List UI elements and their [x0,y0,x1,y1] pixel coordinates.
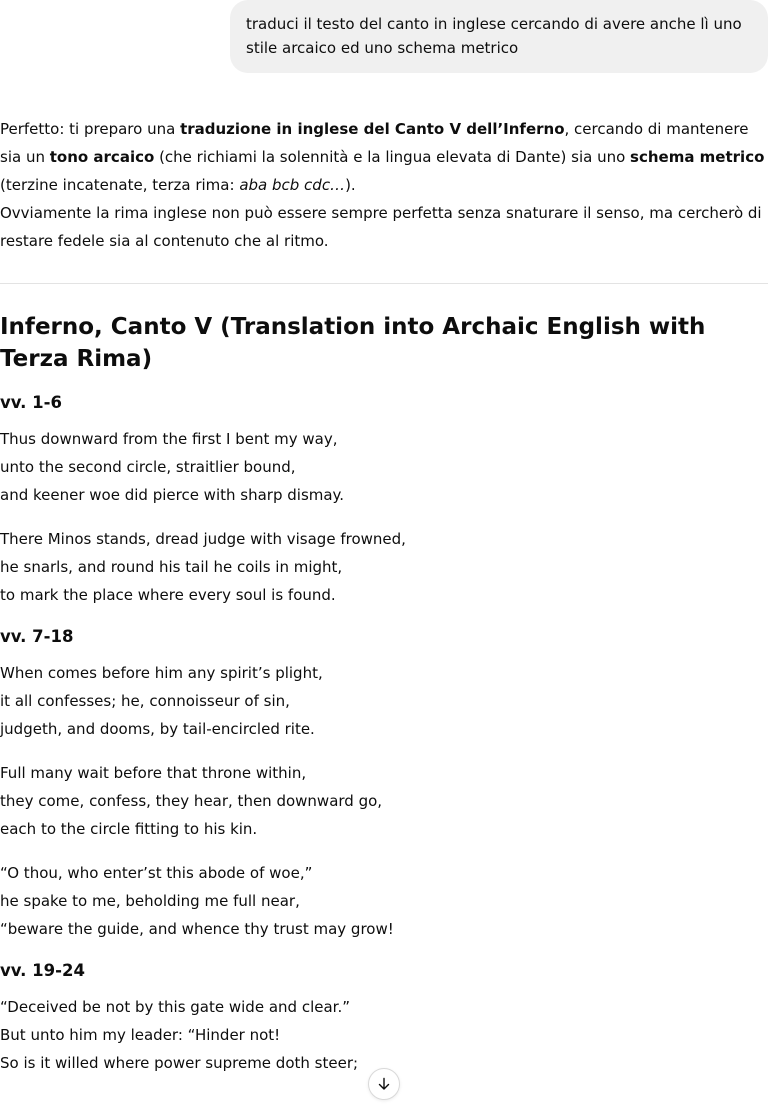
verse-line: Thus downward from the first I bent my way, [0,430,338,448]
verse-line: So is it willed where power supreme doth steer; [0,1054,359,1072]
translation-title: Inferno, Canto V (Translation into Archaic English with Terza Rima) [0,314,706,372]
stanza [0,993,768,1077]
verse-line: “beware the guide, and whence thy trust may grow! [0,920,394,938]
scroll-to-bottom-button[interactable] [368,1068,400,1100]
intro-text: (terzine incatenate, terza rima: [0,176,240,194]
verse-line: and keener woe did pierce with sharp dismay. [0,486,345,504]
verse-line: “Deceived be not by this gate wide and clear.” [0,998,350,1016]
section-heading: vv. 19-24 [0,961,85,980]
intro-bold-meter: schema metrico [630,148,765,166]
verse-line: But unto him my leader: “Hinder not! [0,1026,281,1044]
stanza [0,525,768,609]
divider [0,283,768,284]
verse-line: he snarls, and round his tail he coils in might, [0,558,343,576]
intro-text: ). [345,176,356,194]
verse-line: When comes before him any spirit’s plight, [0,664,323,682]
user-message-text: traduci il testo del canto in inglese cercando di avere anche lì uno stile arcaico ed uno schema metrico [246,15,742,57]
arrow-down-icon [376,1076,392,1092]
stanza [0,425,768,509]
verse-line: they come, confess, they hear, then downward go, [0,792,383,810]
section-heading: vv. 7-18 [0,627,74,646]
verse-sections [0,389,768,1077]
stanza [0,859,768,943]
intro-paragraph [0,115,768,255]
stanza [0,659,768,743]
verse-line: Full many wait before that throne within, [0,764,307,782]
intro-text: (che richiami la solennità e la lingua elevata di Dante) sia uno [154,148,631,166]
verse-line: it all confesses; he, connoisseur of sin, [0,692,290,710]
intro-bold-tone: tono arcaico [49,148,155,166]
intro-note: Ovviamente la rima inglese non può essere sempre perfetta senza snaturare il senso, ma cercherò di restare fedele sia al contenuto che al ritmo. [0,204,762,250]
verse-line: judgeth, and dooms, by tail-encircled rite. [0,720,315,738]
stanza [0,759,768,843]
verse-line: he spake to me, beholding me full near, [0,892,300,910]
user-message-bubble [230,0,768,73]
intro-text: , cercando di mantenere sia un [0,120,749,166]
verse-line: “O thou, who enter’st this abode of woe,” [0,864,313,882]
verse-line: unto the second circle, straitlier bound, [0,458,296,476]
section-heading: vv. 1-6 [0,393,62,412]
verse-line: to mark the place where every soul is found. [0,586,336,604]
assistant-response [0,115,768,1077]
intro-rhyme-scheme: aba bcb cdc… [239,176,346,194]
verse-line: There Minos stands, dread judge with visage frowned, [0,530,406,548]
verse-line: each to the circle fitting to his kin. [0,820,258,838]
intro-bold-translation: traduzione in inglese del Canto V dell’Inferno [180,120,565,138]
intro-text: Perfetto: ti preparo una [0,120,181,138]
